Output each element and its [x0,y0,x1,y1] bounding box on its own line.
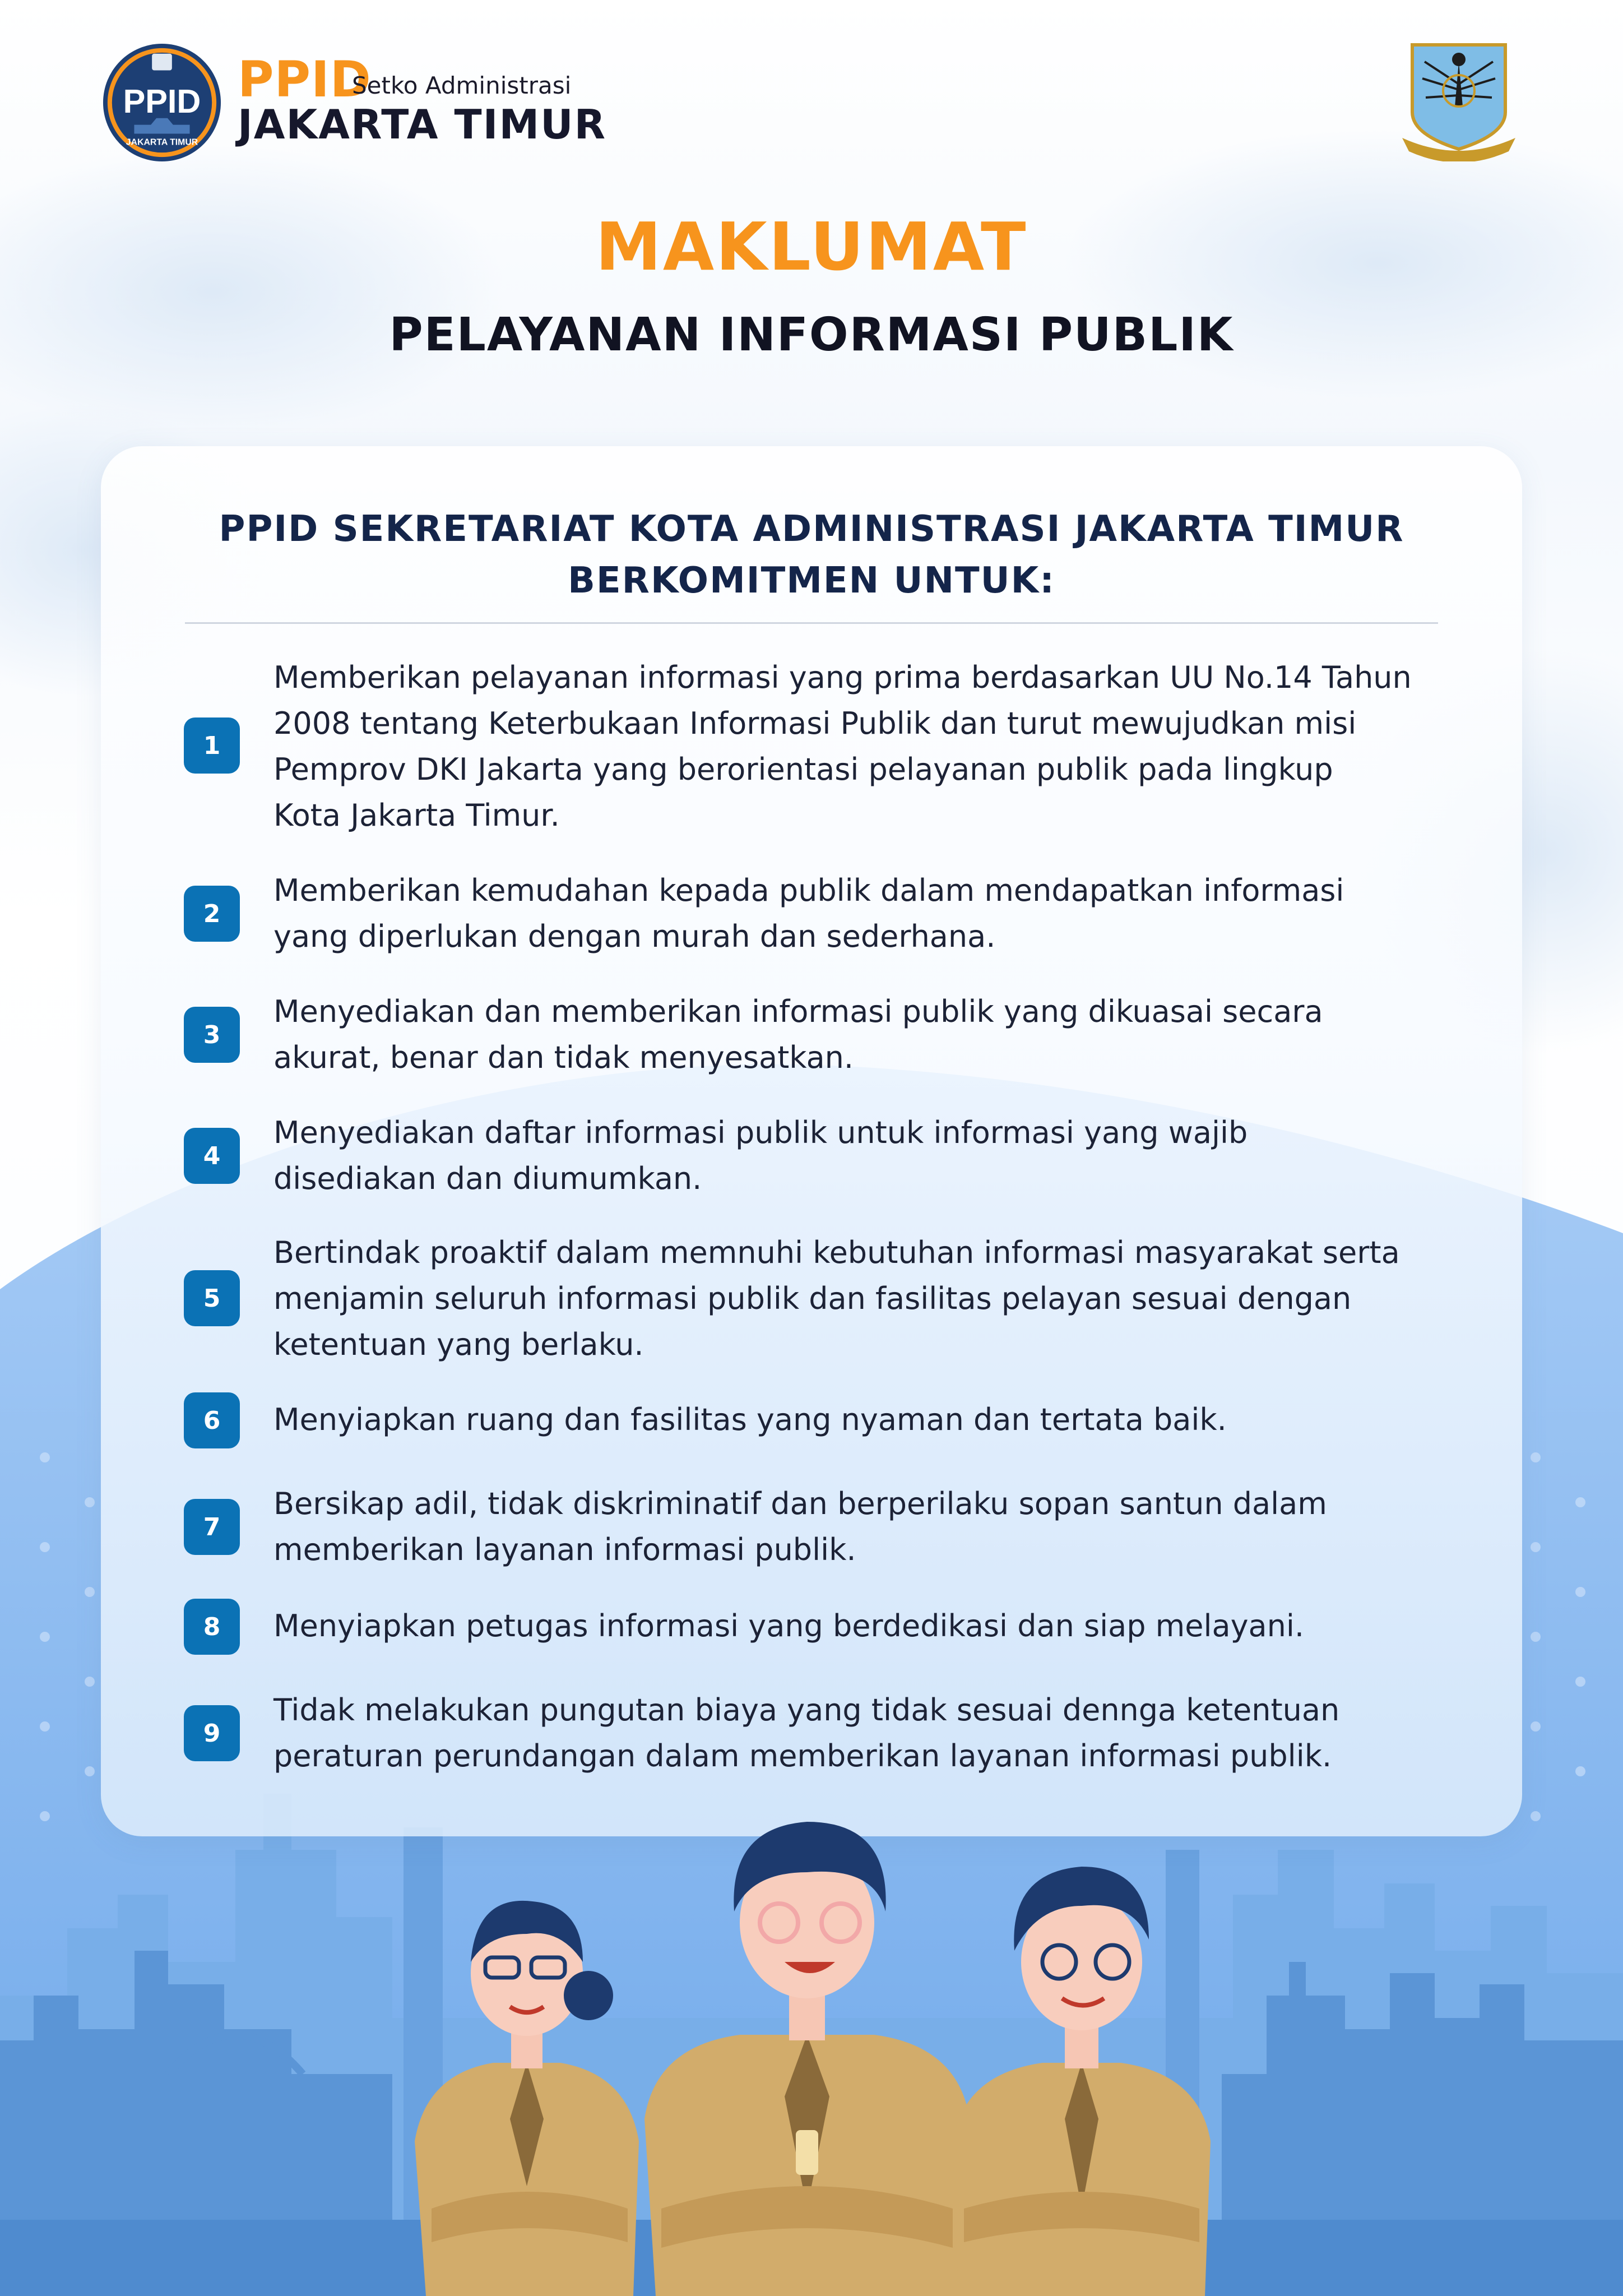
item-text-line: yang diperlukan dengan murah dan sederhana. [273,919,996,954]
item-text-line: 2008 tentang Keterbukaan Informasi Publik dan turut mewujudkan misi [273,706,1357,741]
item-number-badge: 7 [184,1499,240,1555]
item-text-line: Memberikan kemudahan kepada publik dalam mendapatkan informasi [273,873,1344,908]
item-text [273,1603,1439,1649]
card-heading-line2: BERKOMITMEN UNTUK: [568,560,1055,601]
item-number-badge: 5 [184,1270,240,1326]
woman-figure [415,1901,639,2296]
item-text [273,1230,1439,1368]
item-text-line: Bersikap adil, tidak diskriminatif dan berperilaku sopan santun dalam [273,1486,1327,1521]
card-heading-line1: PPID SEKRETARIAT KOTA ADMINISTRASI JAKARTA TIMUR [219,508,1404,550]
logo-badge-subtext: JAKARTA TIMUR [126,137,198,147]
item-text-line: Pemprov DKI Jakarta yang berorientasi pelayanan publik pada lingkup [273,752,1333,787]
item-number-badge: 3 [184,1007,240,1063]
page-subtitle: PELAYANAN INFORMASI PUBLIK [389,308,1234,362]
item-text [273,655,1439,839]
item-number-badge: 1 [184,718,240,774]
item-text [273,989,1439,1081]
item-number-badge: 4 [184,1128,240,1184]
item-number-badge: 9 [184,1705,240,1761]
item-text-line: peraturan perundangan dalam memberikan layanan informasi publik. [273,1738,1332,1774]
cloud-wash-left [0,146,504,437]
item-text-line: ketentuan yang berlaku. [273,1327,644,1362]
item-text [273,868,1439,960]
man-right-figure [953,1867,1211,2296]
item-text-line: Kota Jakarta Timur. [273,798,560,833]
man-center-figure [644,1822,970,2296]
brand-setko: Setko Administrasi [352,72,572,99]
item-text-line: Memberikan pelayanan informasi yang prima berdasarkan UU No.14 Tahun [273,660,1412,695]
brand-ppid: PPID [238,50,372,108]
item-text [273,1687,1439,1779]
item-text [273,1110,1439,1202]
logo-badge-text: PPID [123,82,201,120]
item-text-line: Menyiapkan ruang dan fasilitas yang nyaman dan tertata baik. [273,1402,1227,1437]
item-text-line: Bertindak proaktif dalam memnuhi kebutuhan informasi masyarakat serta [273,1235,1400,1270]
civil-servants-illustration [392,1783,1233,2296]
commitment-card [101,446,1522,1836]
page-title: MAKLUMAT [595,208,1028,285]
item-number-badge: 2 [184,886,240,942]
item-number-badge: 6 [184,1392,240,1448]
item-text-line: Menyiapkan petugas informasi yang berdedikasi dan siap melayani. [273,1608,1305,1644]
brand-city: JAKARTA TIMUR [238,101,607,148]
item-text [273,1397,1439,1443]
item-text-line: Menyediakan daftar informasi publik untuk informasi yang wajib [273,1115,1248,1150]
item-text-line: Menyediakan dan memberikan informasi publik yang dikuasai secara [273,994,1323,1029]
item-text-line: disediakan dan diumumkan. [273,1161,702,1196]
card-heading [101,503,1522,607]
item-text-line: memberikan layanan informasi publik. [273,1532,856,1567]
item-text-line: menjamin seluruh informasi publik dan fasilitas pelayan sesuai dengan [273,1281,1352,1316]
card-divider [185,622,1438,624]
jakarta-timur-emblem-icon [1397,39,1521,161]
item-text-line: Tidak melakukan pungutan biaya yang tidak sesuai dennga ketentuan [273,1692,1340,1728]
item-text [273,1481,1439,1573]
item-text-line: akurat, benar dan tidak menyesatkan. [273,1040,854,1075]
ppid-logo-icon [101,41,223,164]
item-number-badge: 8 [184,1599,240,1655]
